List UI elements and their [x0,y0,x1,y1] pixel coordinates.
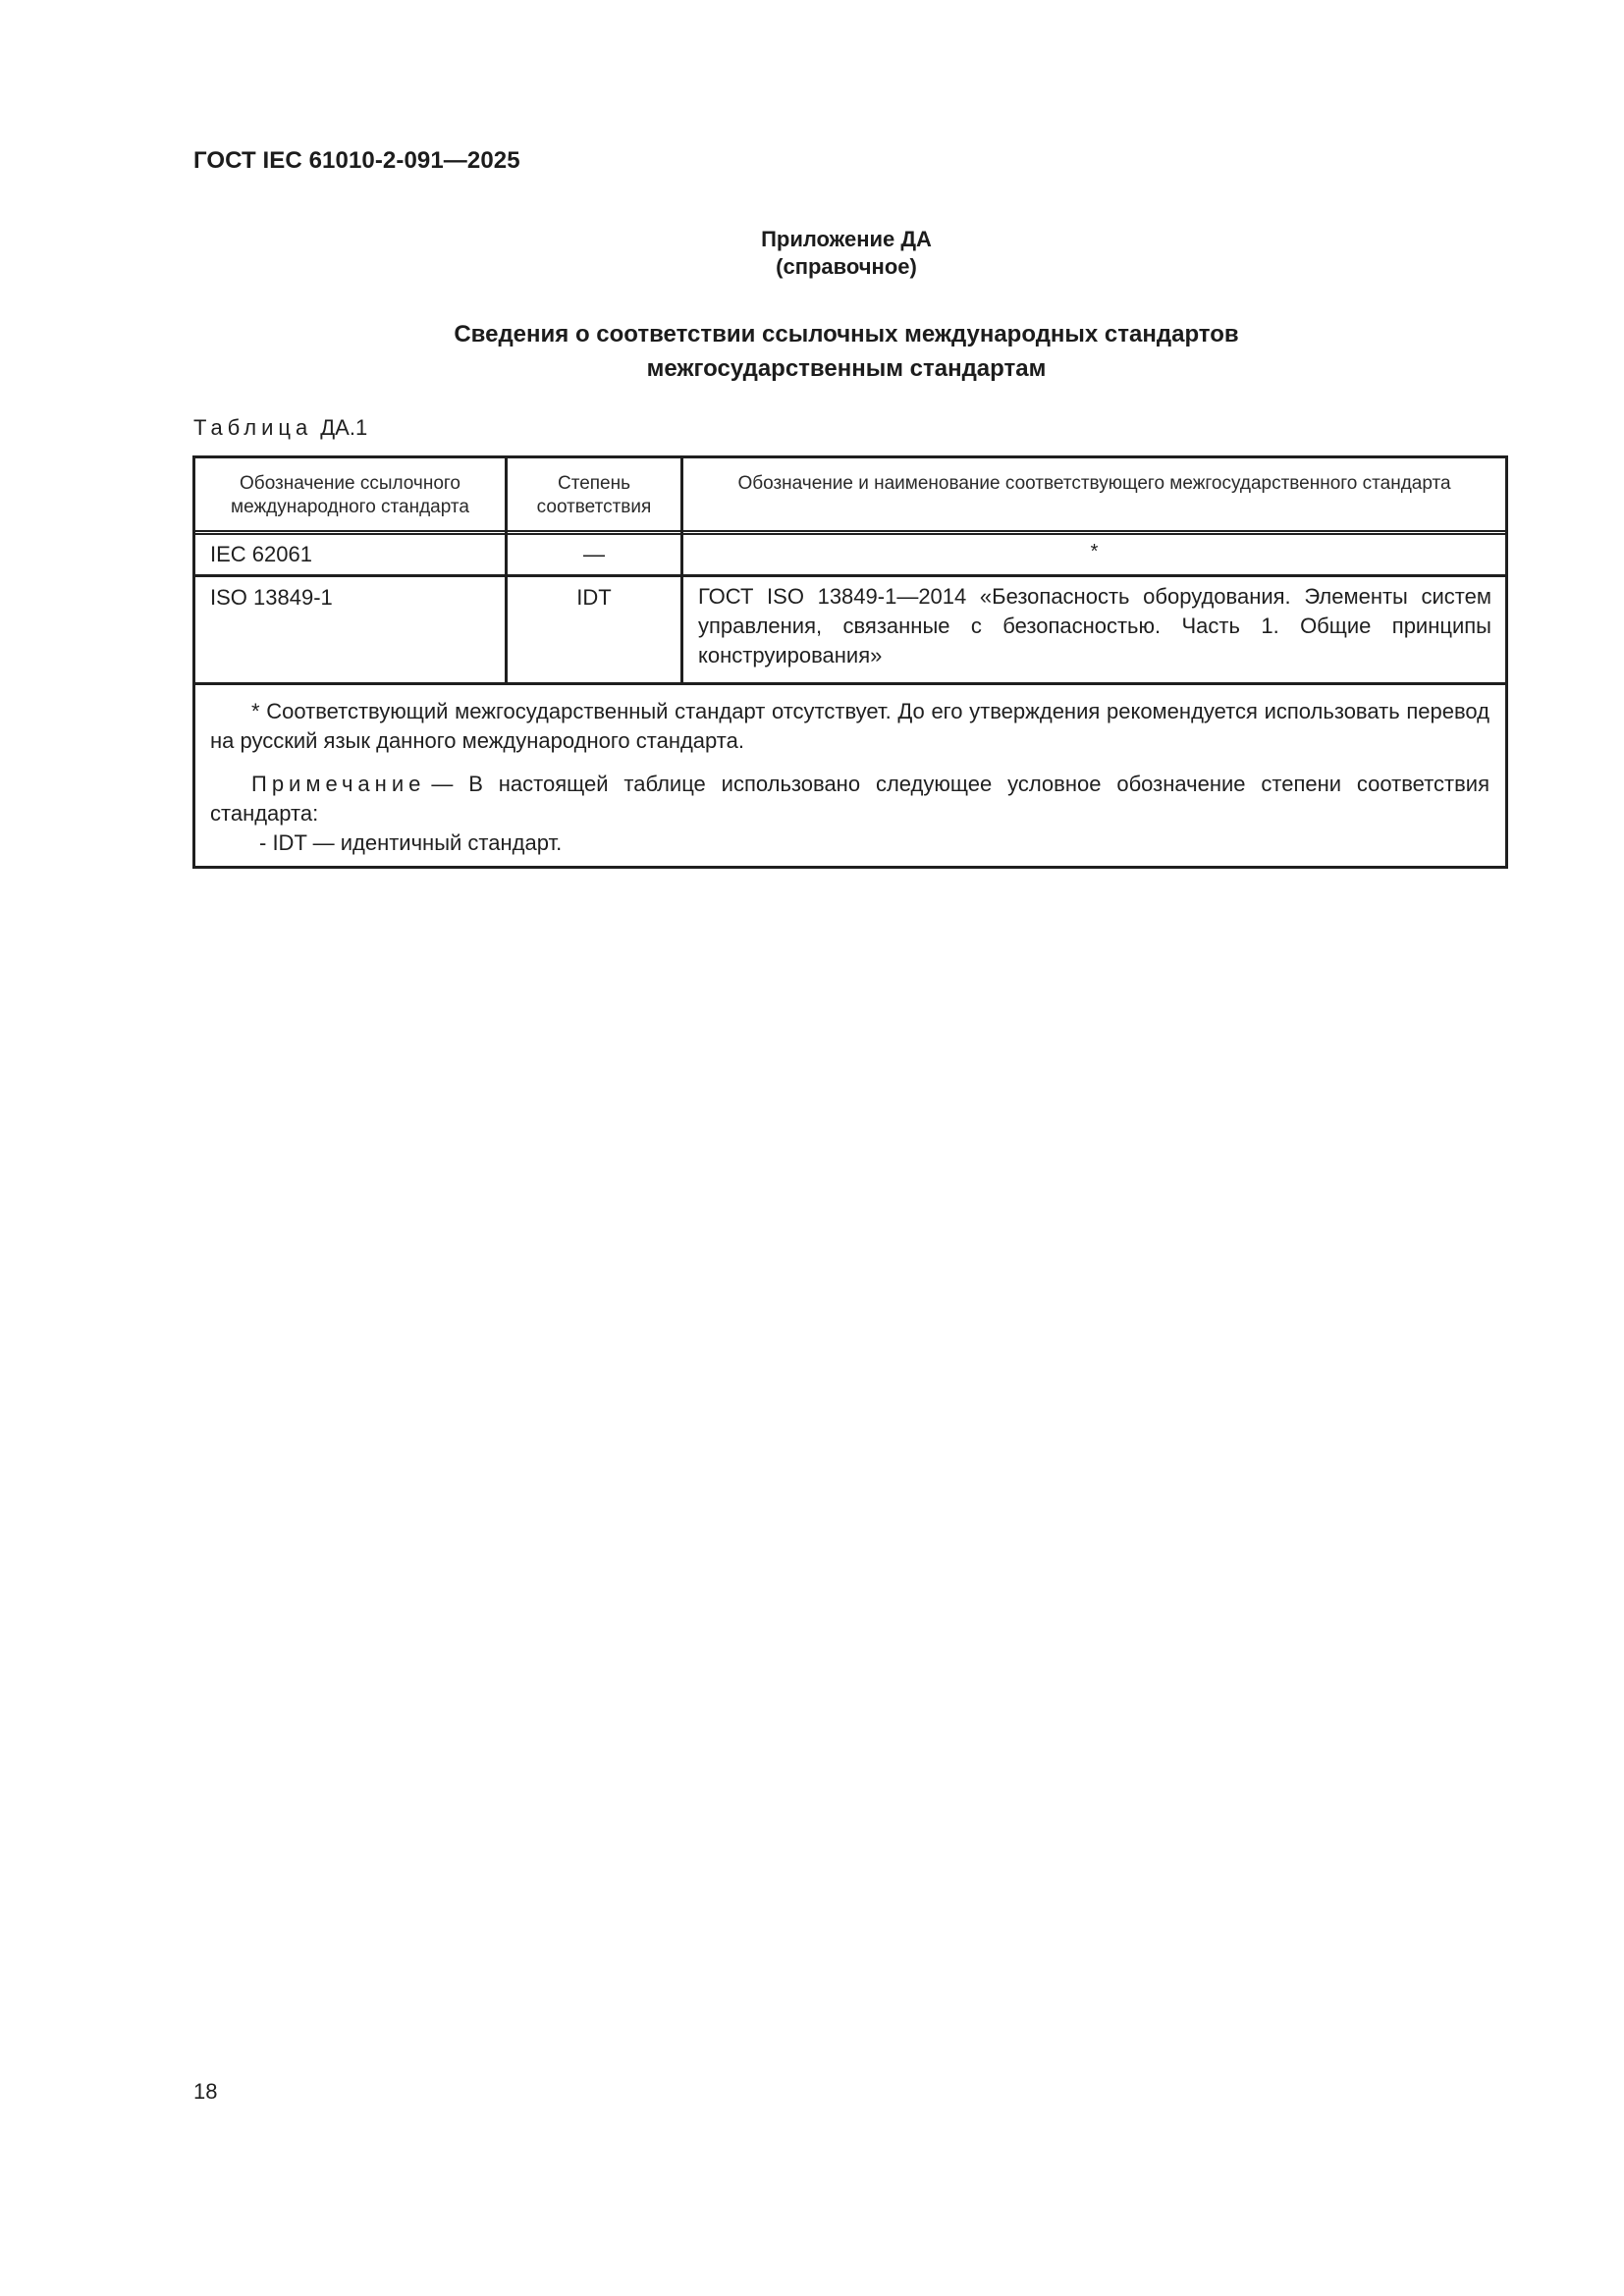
table-header-row [195,458,1505,532]
note-list-item: - IDT — идентичный стандарт. [259,830,563,855]
note-text: — В настоящей таблице использовано следующее условное обозначение степени соответствия стандарта: [210,772,1489,826]
table-caption-id: ДА.1 [320,415,368,440]
header-gap-cell [683,532,1505,533]
table-notes [195,685,1505,866]
cell-degree: IDT [508,577,683,682]
table-row [195,577,1505,685]
document-code-header: ГОСТ IEC 61010-2-091—2025 [193,147,520,174]
column-header-reference: Обозначение ссылочного международного стандарта [195,458,508,530]
header-gap-cell [508,532,683,533]
table-note [210,770,1489,828]
cell-reference: IEC 62061 [195,535,508,574]
page-number: 18 [193,2079,218,2104]
column-header-interstate-standard: Обозначение и наименование соответствующего межгосударственного стандарта [737,473,1451,494]
table-footnote: * Соответствующий межгосударственный стандарт отсутствует. До его утверждения рекомендуется использовать перевод на русский язык данного международного стандарта. [210,699,1489,753]
annex-subtitle: (справочное) [776,254,917,279]
cell-interstate-standard: ГОСТ ISO 13849-1—2014 «Безопасность оборудования. Элементы систем управления, связанные с безопасностью. Часть 1. Общие принципы конструирования» [698,584,1491,667]
section-title-line-2: межгосударственным стандартам [646,355,1047,382]
annex-heading [0,226,1624,281]
section-title [0,317,1624,386]
section-title-line-1: Сведения о соответствии ссылочных международных стандартов [454,321,1239,347]
annex-title: Приложение ДА [761,227,932,251]
table-row [195,535,1505,577]
cell-reference: ISO 13849-1 [195,577,508,682]
table-caption-word: Таблица [193,415,313,440]
header-gap-cell [195,532,508,533]
standards-correspondence-table [192,455,1508,869]
cell-degree: — [508,535,683,574]
note-label: Примечание [251,772,426,796]
cell-interstate-standard: * [1090,541,1099,562]
table-caption [193,415,367,441]
column-header-degree: Степень соответствия [508,458,683,530]
